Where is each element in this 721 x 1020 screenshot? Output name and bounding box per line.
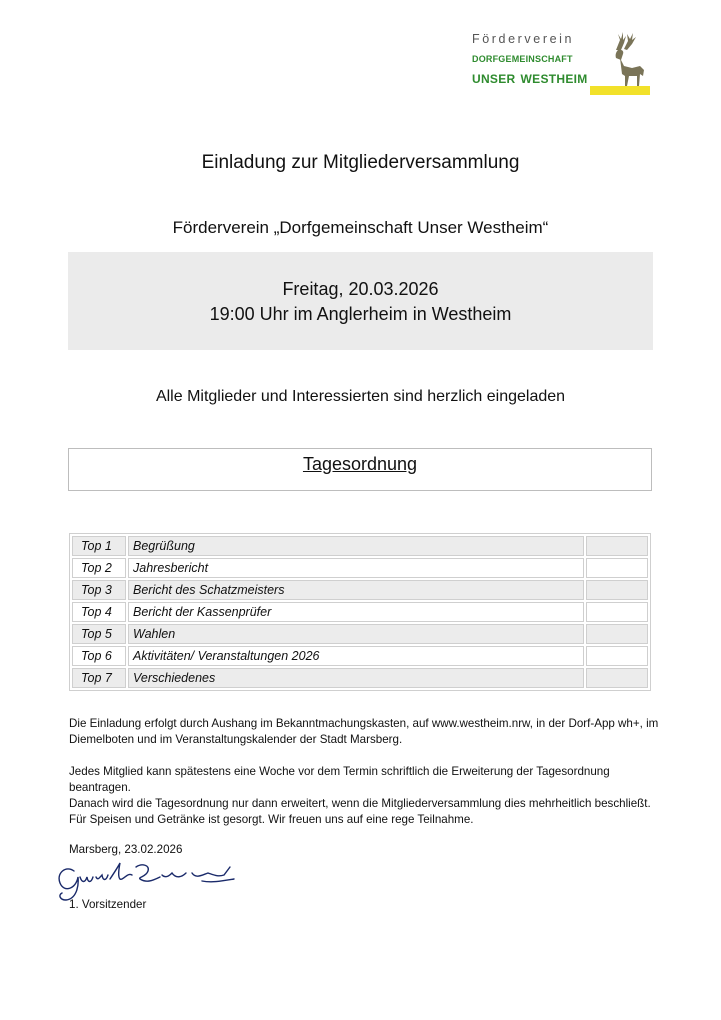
- date-box: [68, 252, 653, 350]
- agenda-top-label: Top 2: [72, 558, 126, 578]
- agenda-empty-cell: [586, 646, 648, 666]
- invite-text: Alle Mitglieder und Interessierten sind herzlich eingeladen: [155, 388, 566, 405]
- time-location-line: 19:00 Uhr im Anglerheim in Westheim: [209, 304, 512, 324]
- agenda-item: Aktivitäten/ Veranstaltungen 2026: [128, 646, 584, 666]
- logo-line-1: Förderverein: [472, 32, 575, 46]
- place-date: Marsberg, 23.02.2026: [69, 843, 183, 856]
- agenda-empty-cell: [586, 602, 648, 622]
- announcement-paragraph: [69, 716, 669, 748]
- signature-role: 1. Vorsitzender: [69, 898, 147, 911]
- extension-line-2: Danach wird die Tagesordnung nur dann erweitert, wenn die Mitgliederversammlung dies mehrheitlich beschließt.: [69, 797, 651, 810]
- agenda-empty-cell: [586, 668, 648, 688]
- extension-line-1: Jedes Mitglied kann spätestens eine Woche vor dem Termin schriftlich die Erweiterung der Tagesordnung beantragen.: [69, 765, 610, 794]
- agenda-row: [72, 580, 648, 600]
- agenda-empty-cell: [586, 536, 648, 556]
- agenda-row: [72, 646, 648, 666]
- logo-line-2: dorfgemeinschaft: [472, 50, 573, 65]
- deer-icon: [594, 30, 652, 90]
- club-logo: [470, 30, 655, 96]
- agenda-row: [72, 558, 648, 578]
- logo-line-3: unser westheim: [472, 68, 588, 87]
- agenda-top-label: Top 7: [72, 668, 126, 688]
- agenda-row: [72, 602, 648, 622]
- agenda-row: [72, 668, 648, 688]
- agenda-empty-cell: [586, 558, 648, 578]
- agenda-item: Wahlen: [128, 624, 584, 644]
- announcement-line-1: Die Einladung erfolgt durch Aushang im Bekanntmachungskasten, auf www.westheim.nrw, in der Dorf-App wh+, im: [69, 717, 659, 730]
- agenda-item: Verschiedenes: [128, 668, 584, 688]
- signature-image: [52, 853, 242, 903]
- agenda-row: [72, 624, 648, 644]
- catering-paragraph: Für Speisen und Getränke ist gesorgt. Wir freuen uns auf eine rege Teilnahme.: [69, 813, 474, 826]
- agenda-top-label: Top 6: [72, 646, 126, 666]
- date-line: Freitag, 20.03.2026: [282, 279, 439, 299]
- subtitle: Förderverein „Dorfgemeinschaft Unser Westheim“: [172, 218, 549, 237]
- agenda-top-label: Top 5: [72, 624, 126, 644]
- agenda-item: Bericht des Schatzmeisters: [128, 580, 584, 600]
- agenda-extension-paragraph: [69, 764, 669, 812]
- agenda-heading-box: [68, 448, 652, 491]
- page-title: Einladung zur Mitgliederversammlung: [201, 152, 520, 173]
- agenda-row: [72, 536, 648, 556]
- agenda-item: Bericht der Kassenprüfer: [128, 602, 584, 622]
- agenda-top-label: Top 3: [72, 580, 126, 600]
- agenda-top-label: Top 4: [72, 602, 126, 622]
- agenda-item: Begrüßung: [128, 536, 584, 556]
- agenda-empty-cell: [586, 580, 648, 600]
- agenda-heading: Tagesordnung: [302, 454, 418, 474]
- announcement-line-2: Diemelboten und im Veranstaltungskalender der Stadt Marsberg.: [69, 733, 403, 746]
- agenda-top-label: Top 1: [72, 536, 126, 556]
- agenda-table: [69, 533, 651, 691]
- agenda-item: Jahresbericht: [128, 558, 584, 578]
- agenda-empty-cell: [586, 624, 648, 644]
